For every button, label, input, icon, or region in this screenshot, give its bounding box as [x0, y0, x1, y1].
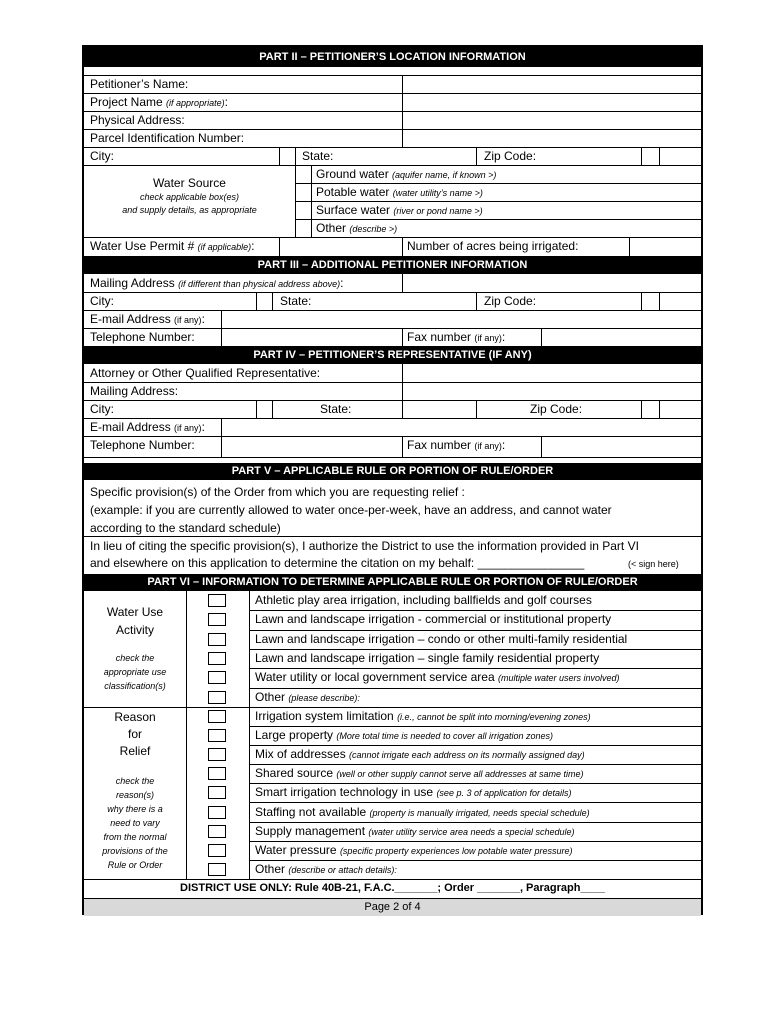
reason-note: (see p. 3 of application for details) [436, 788, 572, 799]
part3-zip-label: Zip Code: [484, 294, 537, 308]
source-other-note: (describe >) [349, 224, 398, 234]
activity-checkbox[interactable] [208, 671, 226, 684]
reason-label: Staffing not available [255, 804, 367, 819]
activity-label: Lawn and landscape irrigation - commercial or institutional property [255, 612, 612, 627]
activity-row [249, 591, 701, 611]
activity-label: Other [255, 689, 286, 704]
part5-header: PART V – APPLICABLE RULE OR PORTION OF RULE/ORDER [84, 463, 701, 480]
project-name-field[interactable] [403, 93, 701, 111]
reason-note: (i.e., cannot be split into morning/evening zones) [397, 712, 591, 722]
water-source-note-1: check applicable box(es) [139, 192, 240, 202]
reason-row [249, 841, 701, 861]
activity-row [249, 649, 701, 669]
activity-label: Lawn and landscape irrigation – single family residential property [255, 650, 600, 665]
activity-title-2: Activity [115, 623, 154, 637]
part4-state-label: State: [320, 402, 352, 416]
mailing-note: (if different than physical address above) [178, 279, 341, 289]
sign-here-note: (< sign here) [628, 559, 679, 569]
physical-address-field[interactable] [403, 111, 701, 129]
reason-checkbox[interactable] [208, 729, 226, 742]
activity-checkbox[interactable] [208, 691, 226, 704]
activity-checkbox[interactable] [208, 652, 226, 665]
reason-label: Smart irrigation technology in use [255, 785, 434, 800]
activity-label: Lawn and landscape irrigation – condo or other multi-family residential [255, 631, 628, 646]
source-ground-label: Ground water [316, 167, 389, 181]
reason-note: (property is manually irrigated, needs special schedule) [369, 807, 590, 818]
project-name-row: Project Name (if appropriate): [84, 93, 701, 112]
source-checkbox-other[interactable] [295, 219, 311, 237]
mailing-row: Mailing Address (if different than physical address above): [84, 274, 701, 293]
water-source-title: Water Source [153, 176, 226, 190]
reason-row [249, 745, 701, 765]
provision-line-3: according to the standard schedule) [90, 521, 281, 535]
physical-address-label: Physical Address: [90, 113, 185, 127]
part4-phone-label: Telephone Number: [90, 438, 195, 452]
attorney-label: Attorney or Other Qualified Representative: [90, 366, 321, 380]
permit-label: Water Use Permit # [90, 239, 195, 253]
city-label: City: [90, 149, 114, 163]
reason-title-2: for [127, 727, 142, 741]
source-surface-row [311, 201, 701, 220]
permit-row: Water Use Permit # (if applicable): Number of acres being irrigated: [84, 237, 701, 257]
reason-checkbox[interactable] [208, 748, 226, 761]
reason-label: Other [255, 861, 286, 876]
petitioner-name-label: Petitioner’s Name: [90, 77, 189, 91]
source-surface-note: (river or pond name >) [393, 206, 483, 216]
part3-email-row: E-mail Address (if any): [84, 310, 701, 329]
parcel-field[interactable] [403, 129, 701, 147]
activity-row [249, 630, 701, 650]
reason-checkbox[interactable] [208, 825, 226, 838]
source-potable-label: Potable water [316, 185, 390, 199]
activity-row [249, 688, 701, 707]
reason-label: Supply management [255, 823, 366, 838]
reason-row [249, 764, 701, 784]
source-potable-note: (water utility’s name >) [392, 188, 483, 198]
reason-note-4: need to vary [110, 818, 160, 828]
activity-note-3: classification(s) [104, 681, 166, 691]
water-source-note-2: and supply details, as appropriate [122, 205, 257, 215]
reason-checkbox[interactable] [208, 710, 226, 723]
activity-title-1: Water Use [106, 605, 164, 619]
part3-phone-label: Telephone Number: [90, 330, 195, 344]
reason-note-3: why there is a [107, 804, 163, 814]
part4-fax-label: Fax number [407, 438, 472, 452]
project-name-note: (if appropriate) [166, 98, 225, 108]
reason-checkbox[interactable] [208, 844, 226, 857]
reason-note-1: check the [115, 776, 155, 786]
provision-line-1: Specific provision(s) of the Order from which you are requesting relief : [90, 485, 465, 499]
source-surface-label: Surface water [316, 203, 391, 217]
activity-checkbox[interactable] [208, 594, 226, 607]
part2-header: PART II – PETITIONER’S LOCATION INFORMATION [84, 47, 701, 67]
part4-email-note: (if any) [174, 423, 202, 433]
provision-line-2: (example: if you are currently allowed to water once-per-week, have an address, and cannot water [90, 503, 612, 517]
activity-note: (please describe): [288, 692, 360, 703]
reason-label: Mix of addresses [255, 747, 346, 762]
part4-header: PART IV – PETITIONER’S REPRESENTATIVE (IF ANY) [84, 347, 701, 364]
reason-row [249, 783, 701, 803]
reason-note: (More total time is needed to cover all irrigation zones) [336, 731, 553, 742]
city-row [84, 147, 701, 166]
part3-email-note: (if any) [174, 315, 202, 325]
water-source-block [84, 165, 701, 238]
part3-city-row [84, 292, 701, 311]
activity-label: Athletic play area irrigation, including ballfields and golf courses [255, 593, 592, 607]
reason-note: (specific property experiences low potable water pressure) [339, 845, 573, 856]
activity-row [249, 668, 701, 688]
reason-block [84, 707, 701, 880]
project-name-label: Project Name [90, 95, 163, 109]
reason-note: (describe or attach details): [288, 864, 397, 875]
reason-note-7: Rule or Order [107, 860, 163, 870]
reason-checkbox[interactable] [208, 806, 226, 819]
reason-title-3: Relief [119, 744, 151, 758]
source-checkbox-potable[interactable] [295, 183, 311, 202]
reason-row [249, 822, 701, 842]
parcel-row [84, 129, 701, 148]
activity-block [84, 591, 701, 708]
part4-city-label: City: [90, 402, 114, 416]
petitioner-name-row [84, 75, 701, 94]
activity-note-1: check the [115, 653, 155, 663]
part3-email-label: E-mail Address [90, 312, 171, 326]
lieu-line-1: In lieu of citing the specific provision(s), I authorize the District to use the information provided in Part VI [90, 539, 639, 553]
state-label: State: [302, 149, 334, 163]
part6-header: PART VI – INFORMATION TO DETERMINE APPLICABLE RULE OR PORTION OF RULE/ORDER [84, 574, 701, 591]
reason-checkbox[interactable] [208, 767, 226, 780]
part4-phone-row: Telephone Number: Fax number (if any): [84, 436, 701, 458]
specific-provision-block[interactable] [84, 480, 701, 537]
part3-city-label: City: [90, 294, 114, 308]
source-checkbox-ground[interactable] [295, 165, 311, 184]
reason-checkbox[interactable] [208, 786, 226, 799]
reason-row [249, 707, 701, 727]
reason-note: (well or other supply cannot serve all addresses at same time) [336, 769, 584, 780]
attorney-row [84, 364, 701, 383]
zip-label: Zip Code: [484, 149, 537, 163]
permit-note: (if applicable) [197, 242, 252, 252]
part3-phone-row: Telephone Number: Fax number (if any): [84, 328, 701, 347]
activity-row [249, 610, 701, 630]
part4-email-row: E-mail Address (if any): [84, 418, 701, 437]
activity-checkbox[interactable] [208, 633, 226, 646]
page-number: Page 2 of 4 [84, 898, 701, 916]
activity-checkbox[interactable] [208, 613, 226, 626]
part4-mailing-row [84, 382, 701, 401]
reason-row [249, 860, 701, 879]
part3-state-label: State: [280, 294, 312, 308]
activity-note: (multiple water users involved) [498, 673, 620, 684]
reason-row [249, 726, 701, 746]
reason-note: (cannot irrigate each address on its normally assigned day) [349, 750, 585, 761]
reason-note-5: from the normal [103, 832, 167, 842]
reason-label: Water pressure [255, 842, 337, 857]
reason-title-1: Reason [114, 710, 156, 724]
reason-label: Large property [255, 728, 334, 743]
reason-note-2: reason(s) [115, 790, 154, 800]
part4-mailing-label: Mailing Address: [90, 384, 179, 398]
reason-row [249, 803, 701, 823]
part4-city-row [84, 400, 701, 419]
source-other-row [311, 219, 701, 237]
reason-label: Shared source [255, 766, 334, 781]
petitioner-name-field[interactable] [403, 75, 701, 93]
acres-label: Number of acres being irrigated: [407, 239, 579, 253]
district-use-line: DISTRICT USE ONLY: Rule 40B-21, F.A.C._______; Order _______, Paragraph____ [180, 882, 605, 894]
reason-checkbox[interactable] [208, 863, 226, 876]
parcel-label: Parcel Identification Number: [90, 131, 245, 145]
source-potable-row [311, 183, 701, 202]
part3-fax-label: Fax number [407, 330, 472, 344]
reason-note-6: provisions of the [102, 846, 168, 856]
mailing-label: Mailing Address [90, 276, 175, 290]
part3-header: PART III – ADDITIONAL PETITIONER INFORMATION [84, 257, 701, 274]
activity-label: Water utility or local government service area [255, 670, 495, 685]
lieu-block [84, 536, 701, 573]
source-checkbox-surface[interactable] [295, 201, 311, 220]
part3-fax-note: (if any) [474, 333, 502, 343]
part4-fax-note: (if any) [474, 441, 502, 451]
source-other-label: Other [316, 221, 347, 235]
application-form [82, 45, 703, 915]
lieu-line-2: and elsewhere on this application to determine the citation on my behalf: ________________ [90, 556, 585, 570]
reason-note: (water utility service area needs a special schedule) [368, 826, 575, 837]
source-ground-note: (aquifer name, if known >) [392, 170, 497, 180]
part4-email-label: E-mail Address [90, 420, 171, 434]
source-ground-row [311, 165, 701, 184]
part4-zip-label: Zip Code: [530, 402, 583, 416]
reason-label: Irrigation system limitation [255, 709, 394, 723]
physical-address-row [84, 111, 701, 130]
activity-note-2: appropriate use [103, 667, 167, 677]
